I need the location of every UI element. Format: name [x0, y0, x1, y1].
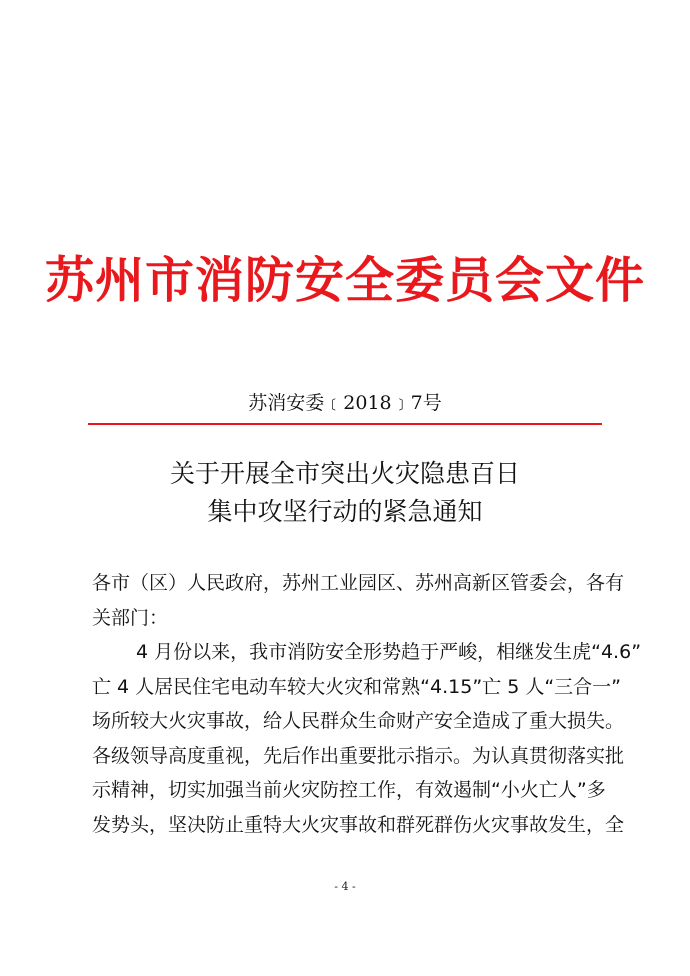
notice-title-line-2: 集中攻坚行动的紧急通知: [207, 497, 483, 526]
notice-title: [0, 455, 690, 531]
body-line: 示精神，切实加强当前火灾防控工作，有效遏制“小火亡人”多: [92, 779, 606, 801]
body-line: 各级领导高度重视，先后作出重要批示指示。为认真贯彻落实批: [92, 744, 625, 767]
body-line: 各市（区）人民政府，苏州工业园区、苏州高新区管委会，各有: [92, 572, 625, 594]
red-divider-line: [88, 423, 602, 425]
issuing-authority-header: 苏州市消防安全委员会文件: [44, 252, 645, 309]
body-line: 亡 4 人居民住宅电动车较大火灾和常熟“4.15”亡 5 人“三合一”: [92, 675, 622, 698]
body-line: 4 月份以来，我市消防安全形势趋于严峻，相继发生虎“4.6”: [136, 641, 642, 663]
body-line: 发势头，坚决防止重特大火灾事故和群死群伤火灾事故发生，全: [92, 813, 625, 836]
body-text: [92, 566, 642, 842]
notice-title-line-1: 关于开展全市突出火灾隐患百日: [169, 459, 520, 488]
page-number: - 4 -: [334, 880, 356, 893]
body-line: 场所较大火灾事故，给人民群众生命财产安全造成了重大损失。: [92, 710, 625, 732]
document-number: 苏消安委﹝2018﹞7号: [248, 392, 442, 414]
body-line: 关部门：: [92, 606, 169, 629]
